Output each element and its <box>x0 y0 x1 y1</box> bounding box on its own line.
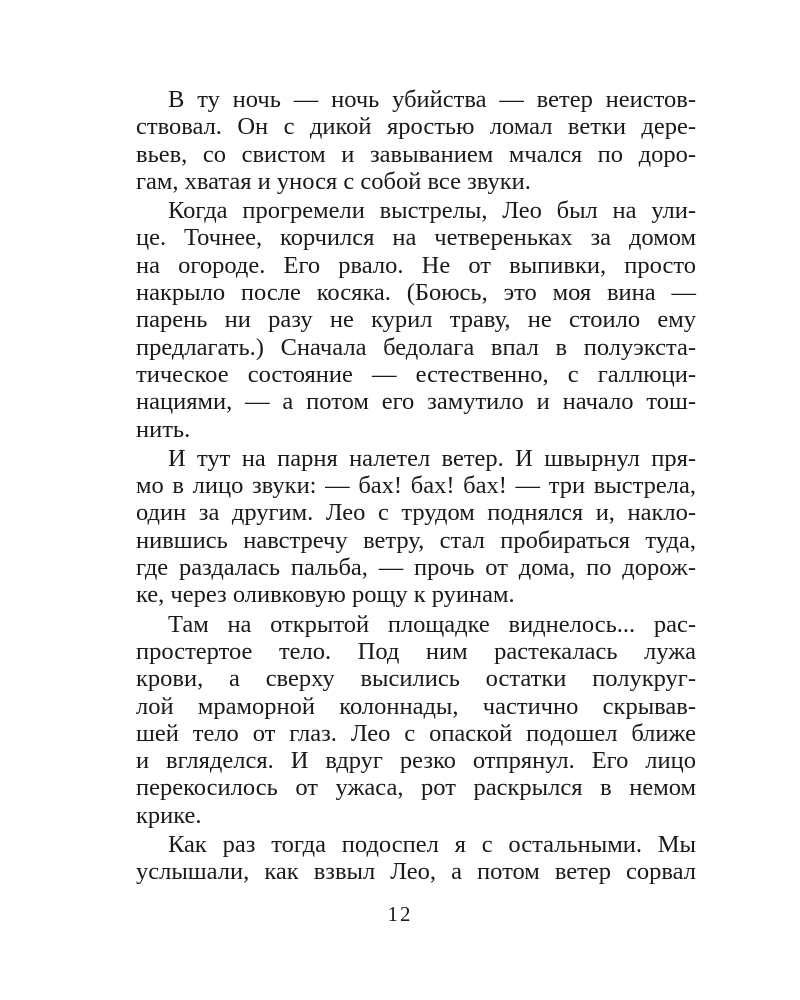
text-line: нить. <box>136 415 191 443</box>
text-line: шей тело от глаз. Лео с опаской подошел ближе <box>136 719 696 747</box>
text-line: предлагать.) Сначала бедолага впал в полуэкста- <box>136 333 696 361</box>
text-line: один за другим. Лео с трудом поднялся и, накло- <box>136 499 696 527</box>
text-line: це. Точнее, корчился на четвереньках за домом <box>136 224 696 252</box>
text-line: ствовал. Он с дикой яростью ломал ветки дере- <box>136 113 696 141</box>
text-line: В ту ночь — ночь убийства — ветер неистов- <box>168 86 696 113</box>
text-line: ке, через оливковую рощу к руинам. <box>136 581 515 609</box>
text-line: услышали, как взвыл Лео, а потом ветер сорвал <box>136 858 696 886</box>
paragraph <box>136 86 696 195</box>
text-line: где раздалась пальба, — прочь от дома, по дорож- <box>136 554 696 582</box>
text-line: гам, хватая и унося с собой все звуки. <box>136 167 531 195</box>
paragraph <box>136 445 696 609</box>
text-line: крови, а сверху высились остатки полукруг- <box>136 665 696 693</box>
text-line: И тут на парня налетел ветер. И швырнул пря- <box>168 444 696 472</box>
page-number: 12 <box>387 902 413 926</box>
text-line: простертое тело. Под ним растекалась лужа <box>136 637 696 665</box>
text-line: парень ни разу не курил траву, не стоило ему <box>136 306 696 334</box>
text-line: нившись навстречу ветру, стал пробираться туда, <box>136 526 696 554</box>
text-line: и вгляделся. И вдруг резко отпрянул. Его лицо <box>136 747 696 775</box>
text-line: крике. <box>136 801 202 829</box>
text-line: накрыло после косяка. (Боюсь, это моя вина — <box>136 279 696 307</box>
text-line: тическое состояние — естественно, с галлюци- <box>136 360 696 388</box>
text-line: вьев, со свистом и завыванием мчался по доро- <box>136 140 696 168</box>
paragraph <box>136 197 696 443</box>
text-line: лой мраморной колоннады, частично скрывав- <box>136 692 696 720</box>
text-line: Там на открытой площадке виднелось... рас- <box>168 610 696 638</box>
text-line: Когда прогремели выстрелы, Лео был на ули- <box>168 197 696 225</box>
text-line: на огороде. Его рвало. Не от выпивки, просто <box>136 251 696 279</box>
body-text <box>136 86 696 888</box>
text-line: нациями, — а потом его замутило и начало тош- <box>136 388 696 416</box>
text-line: мо в лицо звуки: — бах! бах! бах! — три выстрела, <box>136 472 696 500</box>
text-line: Как раз тогда подоспел я с остальными. Мы <box>168 831 696 859</box>
paragraph <box>136 831 696 886</box>
text-line: перекосилось от ужаса, рот раскрылся в немом <box>136 774 696 802</box>
paragraph <box>136 611 696 829</box>
